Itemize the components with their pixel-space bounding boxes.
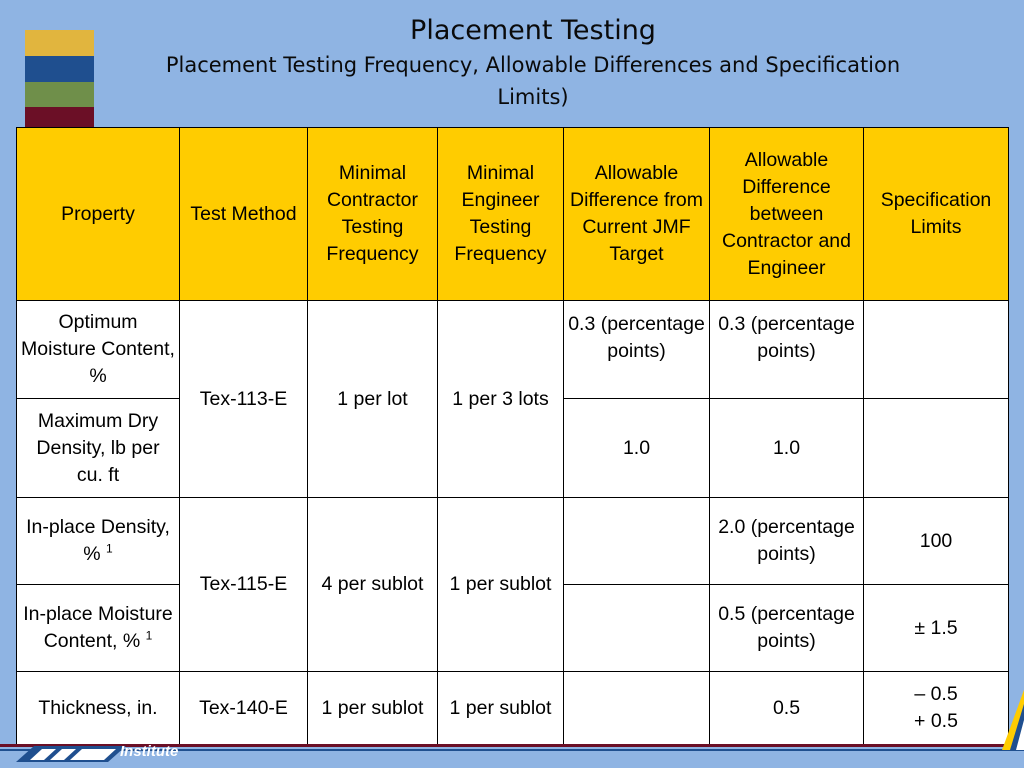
cell-diff-contractor-engineer: 2.0 (percentage points) xyxy=(710,498,864,585)
cell-test-method: Tex-140-E xyxy=(180,672,308,745)
spec-limit-upper: + 0.5 xyxy=(914,710,958,732)
cell-spec-limits: 100 xyxy=(864,498,1009,585)
slide-subtitle-line2: Limits) xyxy=(497,85,569,109)
header-test-method: Test Method xyxy=(180,128,308,301)
cell-contractor-frequency: 1 per sublot xyxy=(308,672,438,745)
table-row xyxy=(17,301,1009,399)
table-header-row xyxy=(17,128,1009,301)
cell-engineer-frequency: 1 per 3 lots xyxy=(438,301,564,498)
cell-diff-jmf xyxy=(564,585,710,672)
spec-limit-lower: – 0.5 xyxy=(914,683,958,705)
cell-contractor-frequency: 4 per sublot xyxy=(308,498,438,672)
cell-diff-contractor-engineer: 0.5 (percentage points) xyxy=(710,585,864,672)
header-contractor-frequency: Minimal Contractor Testing Frequency xyxy=(308,128,438,301)
cell-engineer-frequency: 1 per sublot xyxy=(438,498,564,672)
decorative-stripe-maroon xyxy=(25,107,94,129)
header-diff-contractor-engineer: Allowable Difference between Contractor and Engineer xyxy=(710,128,864,301)
header-spec-limits: Specification Limits xyxy=(864,128,1009,301)
table-row xyxy=(17,672,1009,745)
cell-property: Maximum Dry Density, lb per cu. ft xyxy=(17,399,180,498)
cell-property xyxy=(17,498,180,585)
slide-title: Placement Testing xyxy=(410,15,656,46)
cell-diff-jmf: 0.3 (percentage points) xyxy=(564,301,710,399)
cell-diff-jmf xyxy=(564,498,710,585)
cell-diff-jmf xyxy=(564,672,710,745)
header-property: Property xyxy=(17,128,180,301)
cell-spec-limits xyxy=(864,672,1009,745)
decorative-stripe-green xyxy=(25,82,94,107)
footnote-marker: 1 xyxy=(106,541,113,556)
slide-title-block xyxy=(100,13,966,113)
cell-diff-jmf: 1.0 xyxy=(564,399,710,498)
slide-subtitle-line1: Placement Testing Frequency, Allowable Differences and Specification xyxy=(165,53,901,77)
corner-decoration-icon xyxy=(1002,690,1024,750)
cell-property: Thickness, in. xyxy=(17,672,180,745)
footer-logo-text: Institute xyxy=(120,743,179,760)
cell-diff-contractor-engineer: 1.0 xyxy=(710,399,864,498)
cell-test-method: Tex-115-E xyxy=(180,498,308,672)
cell-property xyxy=(17,585,180,672)
cell-contractor-frequency: 1 per lot xyxy=(308,301,438,498)
footnote-marker: 1 xyxy=(145,628,153,643)
cell-property: Optimum Moisture Content, % xyxy=(17,301,180,399)
property-text: In-place Density, % xyxy=(26,516,170,565)
decorative-stripe-blue xyxy=(25,56,94,82)
cell-engineer-frequency: 1 per sublot xyxy=(438,672,564,745)
cell-diff-contractor-engineer: 0.5 xyxy=(710,672,864,745)
cell-diff-contractor-engineer: 0.3 (percentage points) xyxy=(710,301,864,399)
placement-testing-table xyxy=(16,127,1009,745)
cell-test-method: Tex-113-E xyxy=(180,301,308,498)
cell-spec-limits xyxy=(864,301,1009,399)
table-row xyxy=(17,498,1009,585)
decorative-stripe-gold xyxy=(25,30,94,56)
cell-spec-limits: ± 1.5 xyxy=(864,585,1009,672)
header-diff-jmf: Allowable Difference from Current JMF Target xyxy=(564,128,710,301)
cell-spec-limits xyxy=(864,399,1009,498)
property-text: In-place Moisture Content, % xyxy=(23,603,173,652)
header-engineer-frequency: Minimal Engineer Testing Frequency xyxy=(438,128,564,301)
